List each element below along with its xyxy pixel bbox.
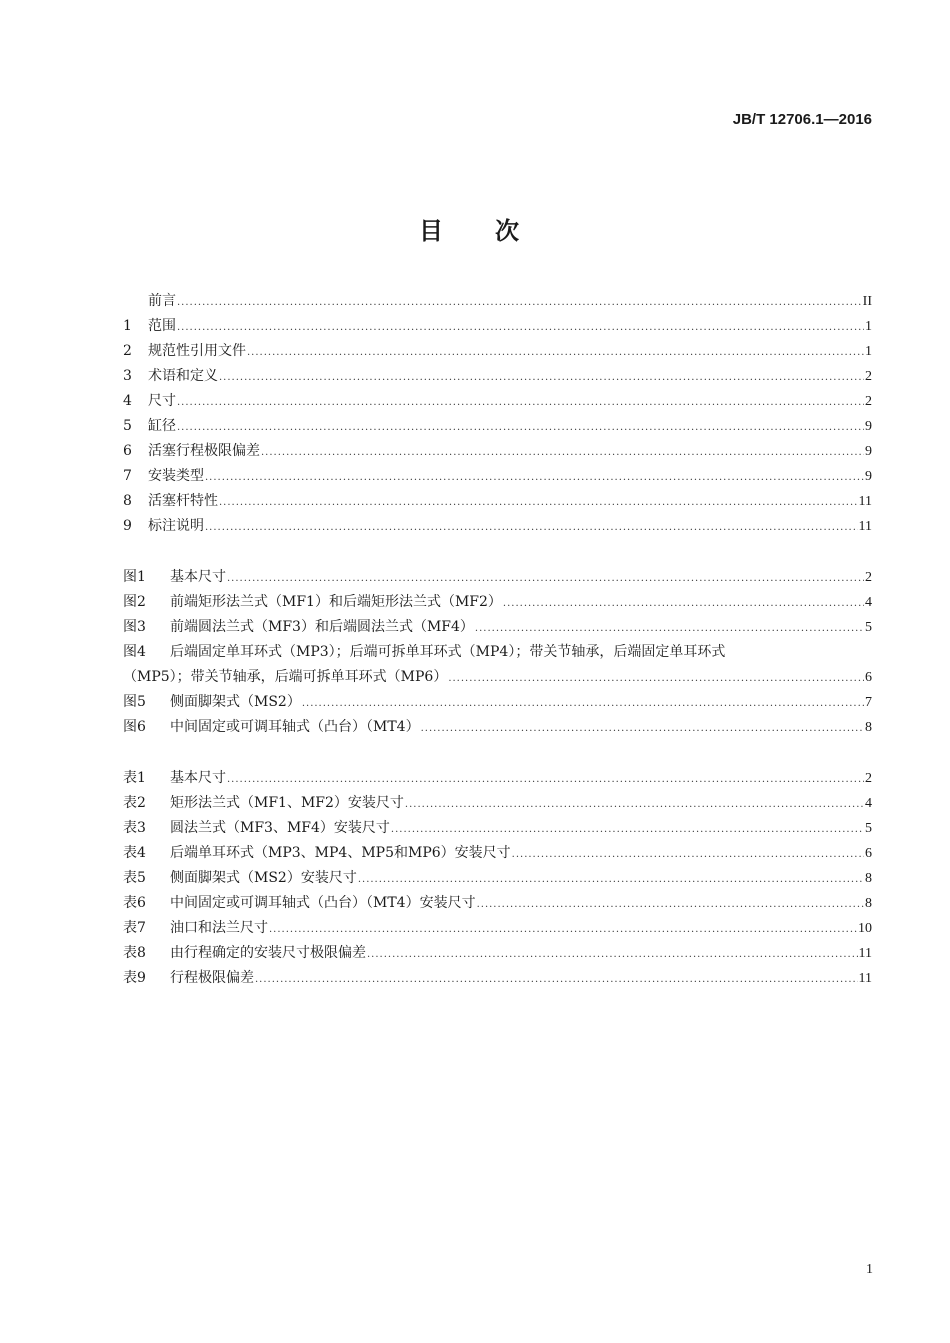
toc-entry[interactable] (123, 489, 872, 514)
dot-leader (358, 867, 864, 892)
toc-entry[interactable] (123, 464, 872, 489)
entry-title: 中间固定或可调耳轴式（凸台）（MT4）安装尺寸 (170, 895, 476, 911)
entry-number: 图3 (123, 619, 146, 635)
entry-title: 圆法兰式（MF3、MF4）安装尺寸 (170, 820, 390, 836)
toc-entry[interactable] (123, 791, 872, 816)
entry-page: II (862, 294, 872, 309)
dot-leader (503, 591, 864, 616)
standard-number: JB/T 12706.1—2016 (732, 111, 872, 128)
entry-title: 侧面脚架式（MS2） (170, 694, 301, 710)
toc-entry[interactable] (123, 966, 872, 991)
entry-title: 基本尺寸 (170, 569, 226, 585)
dot-leader (219, 490, 858, 515)
toc-entry[interactable] (123, 514, 872, 539)
entry-number: 表7 (123, 920, 146, 936)
dot-leader (512, 842, 864, 867)
entry-title: 由行程确定的安装尺寸极限偏差 (170, 945, 366, 961)
entry-number: 7 (123, 468, 132, 484)
entry-title-line2: （MP5）；带关节轴承，后端可拆单耳环式（MP6） (123, 669, 448, 685)
dot-leader (205, 515, 858, 540)
entry-number: 图1 (123, 569, 146, 585)
entry-title: 安装类型 (148, 468, 204, 484)
toc-entry[interactable] (123, 439, 872, 464)
dot-leader (391, 817, 864, 842)
entry-title: 标注说明 (148, 518, 204, 534)
toc-entry[interactable] (123, 941, 872, 966)
entry-page: 2 (865, 394, 872, 409)
toc-entry[interactable] (123, 866, 872, 891)
entry-page: 8 (865, 871, 872, 886)
entry-title: 活塞杆特性 (148, 493, 218, 509)
dot-leader (477, 892, 864, 917)
entry-page: 7 (865, 695, 872, 710)
toc-entry[interactable] (123, 389, 872, 414)
toc-tables (123, 766, 872, 991)
toc-entry[interactable] (123, 615, 872, 640)
entry-title: 前言 (148, 293, 176, 309)
entry-page: 5 (865, 620, 872, 635)
dot-leader (205, 465, 864, 490)
entry-title: 规范性引用文件 (148, 343, 246, 359)
toc-entry[interactable] (123, 314, 872, 339)
page-number: 1 (866, 1262, 873, 1277)
entry-title: 行程极限偏差 (170, 970, 254, 986)
entry-page: 1 (865, 319, 872, 334)
entry-number: 9 (123, 518, 132, 534)
dot-leader (421, 716, 864, 741)
entry-page: 2 (865, 570, 872, 585)
toc-entry[interactable] (123, 841, 872, 866)
entry-number: 表5 (123, 870, 146, 886)
entry-number: 表2 (123, 795, 146, 811)
dot-leader (177, 290, 862, 315)
dot-leader (475, 616, 864, 641)
entry-number: 表6 (123, 895, 146, 911)
toc-figures (123, 565, 872, 740)
entry-page: 5 (865, 821, 872, 836)
entry-page: 6 (865, 846, 872, 861)
entry-number: 4 (123, 393, 132, 409)
entry-title: 侧面脚架式（MS2）安装尺寸 (170, 870, 357, 886)
entry-number: 8 (123, 493, 132, 509)
entry-title: 基本尺寸 (170, 770, 226, 786)
entry-number: 表9 (123, 970, 146, 986)
dot-leader (405, 792, 864, 817)
toc-entry[interactable] (123, 565, 872, 590)
entry-number: 图4 (123, 644, 146, 660)
entry-title: 后端单耳环式（MP3、MP4、MP5和MP6）安装尺寸 (170, 845, 511, 861)
entry-page: 11 (858, 519, 872, 534)
entry-page: 4 (865, 595, 872, 610)
entry-page: 1 (865, 344, 872, 359)
entry-number: 表8 (123, 945, 146, 961)
entry-page: 9 (865, 419, 872, 434)
dot-leader (261, 440, 864, 465)
toc-entry[interactable] (123, 715, 872, 740)
entry-number: 2 (123, 343, 132, 359)
toc-entry-continuation (123, 665, 872, 690)
entry-title: 术语和定义 (148, 368, 218, 384)
entry-number: 表3 (123, 820, 146, 836)
entry-page: 9 (865, 444, 872, 459)
entry-number: 表4 (123, 845, 146, 861)
dot-leader (269, 917, 857, 942)
entry-title: 前端矩形法兰式（MF1）和后端矩形法兰式（MF2） (170, 594, 502, 610)
toc-entry[interactable] (123, 364, 872, 389)
entry-page: 6 (865, 670, 872, 685)
entry-title: 尺寸 (148, 393, 176, 409)
toc-entry[interactable] (123, 414, 872, 439)
toc-entry[interactable] (123, 690, 872, 715)
entry-page: 2 (865, 771, 872, 786)
toc-entry[interactable] (123, 891, 872, 916)
toc-entry[interactable] (123, 289, 872, 314)
toc-sections (123, 289, 872, 539)
entry-number: 6 (123, 443, 132, 459)
dot-leader (367, 942, 858, 967)
entry-number: 3 (123, 368, 132, 384)
toc-entry[interactable] (123, 339, 872, 364)
entry-number: 图2 (123, 594, 146, 610)
page-title: 目次 (419, 216, 571, 245)
dot-leader (177, 390, 864, 415)
entry-number: 图5 (123, 694, 146, 710)
dot-leader (302, 691, 864, 716)
dot-leader (247, 340, 864, 365)
entry-page: 4 (865, 796, 872, 811)
entry-title: 范围 (148, 318, 176, 334)
dot-leader (219, 365, 864, 390)
entry-title: 后端固定单耳环式（MP3）；后端可拆单耳环式（MP4）；带关节轴承，后端固定单耳环式 (170, 644, 726, 660)
entry-title: 中间固定或可调耳轴式（凸台）（MT4） (170, 719, 420, 735)
entry-title: 油口和法兰尺寸 (170, 920, 268, 936)
entry-page: 9 (865, 469, 872, 484)
dot-leader (177, 315, 864, 340)
entry-page: 11 (858, 971, 872, 986)
entry-page: 10 (858, 921, 872, 936)
entry-page: 11 (858, 946, 872, 961)
entry-number: 1 (123, 318, 132, 334)
dot-leader (177, 415, 864, 440)
entry-page: 2 (865, 369, 872, 384)
dot-leader (227, 767, 864, 792)
entry-page: 11 (858, 494, 872, 509)
dot-leader (227, 566, 864, 591)
dot-leader (255, 967, 858, 992)
entry-title: 前端圆法兰式（MF3）和后端圆法兰式（MF4） (170, 619, 474, 635)
entry-number: 图6 (123, 719, 146, 735)
entry-title: 缸径 (148, 418, 176, 434)
entry-number: 表1 (123, 770, 146, 786)
dot-leader (448, 666, 864, 691)
entry-page: 8 (865, 720, 872, 735)
entry-number: 5 (123, 418, 132, 434)
toc-entry[interactable] (123, 816, 872, 841)
entry-page: 8 (865, 896, 872, 911)
toc-entry[interactable] (123, 916, 872, 941)
entry-title: 活塞行程极限偏差 (148, 443, 260, 459)
entry-title: 矩形法兰式（MF1、MF2）安装尺寸 (170, 795, 404, 811)
toc-entry[interactable] (123, 766, 872, 791)
toc-entry[interactable] (123, 640, 872, 665)
toc-entry[interactable] (123, 590, 872, 615)
